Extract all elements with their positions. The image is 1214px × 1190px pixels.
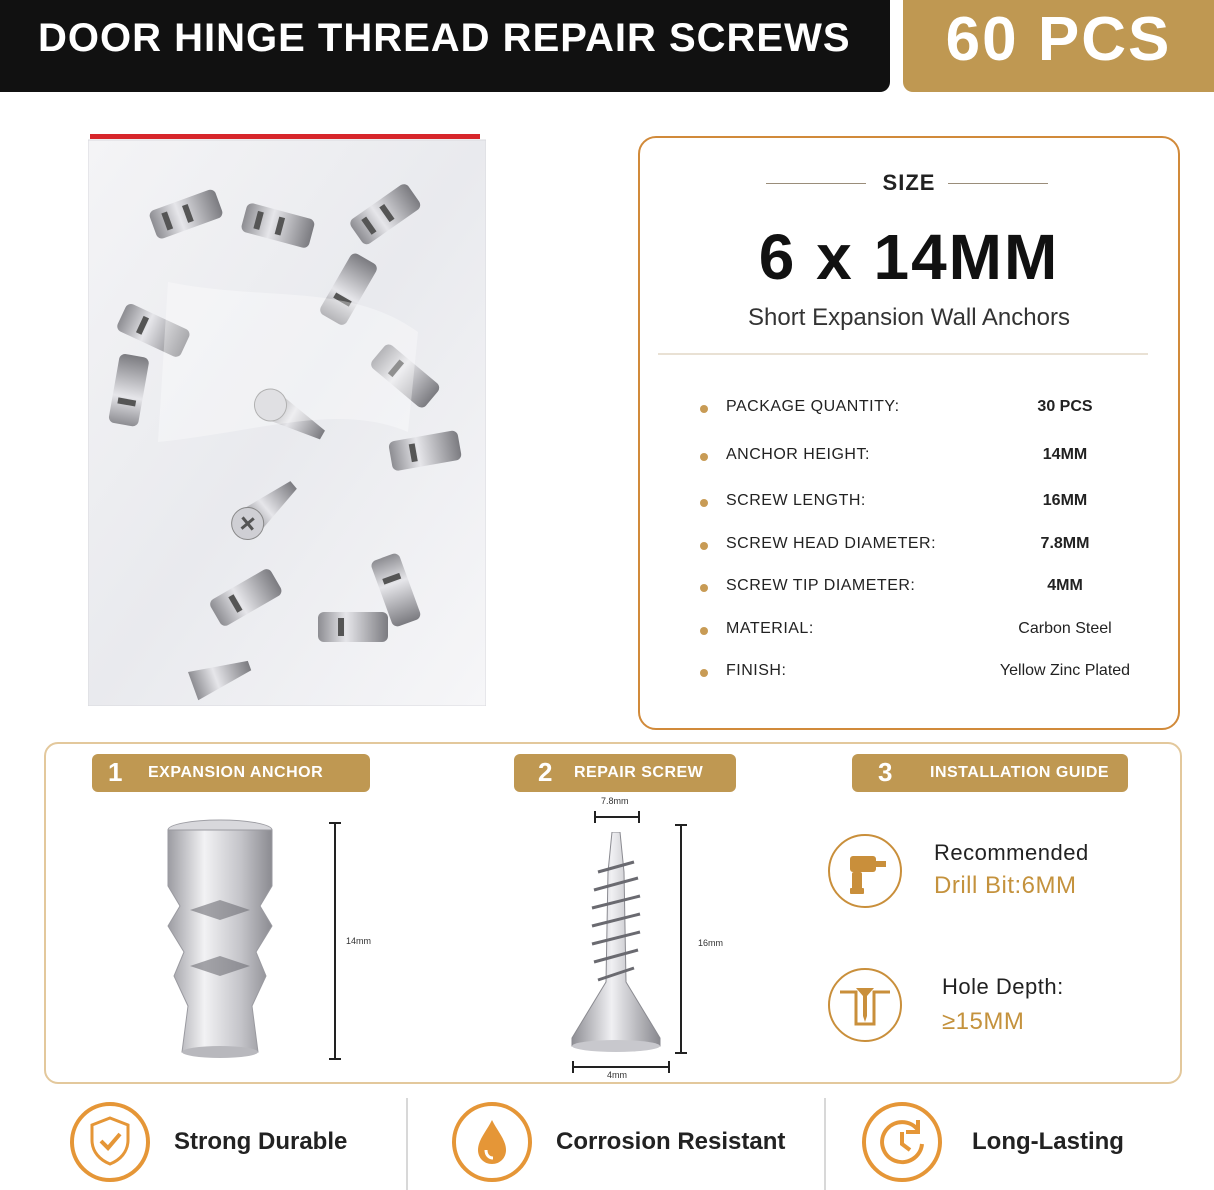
product-title: DOOR HINGE THREAD REPAIR SCREWS xyxy=(38,16,851,60)
screw-depth-icon xyxy=(828,968,902,1042)
size-value: 6 x 14MM xyxy=(758,221,1060,293)
spec-value: 14MM xyxy=(1042,446,1088,463)
spec-row xyxy=(700,492,1150,516)
hole-depth-label: Hole Depth: xyxy=(942,974,1064,999)
divider xyxy=(406,1098,408,1190)
water-drop-icon xyxy=(452,1102,532,1182)
spec-value: 4MM xyxy=(1047,577,1083,594)
section-label: REPAIR SCREW xyxy=(574,764,704,781)
spec-value: 16MM xyxy=(1042,492,1088,509)
divider xyxy=(824,1098,826,1190)
spec-key: SCREW HEAD DIAMETER: xyxy=(726,535,937,552)
bullet-icon xyxy=(700,405,708,413)
drill-icon xyxy=(828,834,902,908)
screw-length-label: 16mm xyxy=(698,938,724,948)
dimension-line xyxy=(674,824,688,1054)
section-number: 3 xyxy=(878,757,893,787)
screw-head-label: 7.8mm xyxy=(601,796,629,806)
feature-label: Strong Durable xyxy=(174,1128,348,1155)
anchor-height-label: 14mm xyxy=(346,936,372,946)
bullet-icon xyxy=(700,453,708,461)
section-tag-anchor xyxy=(92,754,370,792)
spec-value: Yellow Zinc Plated xyxy=(999,662,1131,679)
bullet-icon xyxy=(700,499,708,507)
spec-value: 30 PCS xyxy=(1037,398,1093,415)
count-label: 60 PCS xyxy=(945,5,1172,74)
spec-row xyxy=(700,398,1150,422)
screw-tip-label: 4mm xyxy=(607,1070,627,1080)
product-subtitle: Short Expansion Wall Anchors xyxy=(748,304,1070,331)
repair-screw-image xyxy=(568,832,664,1054)
spec-key: FINISH: xyxy=(726,662,787,679)
expansion-anchor-image xyxy=(160,816,280,1064)
spec-row xyxy=(700,577,1150,601)
spec-row xyxy=(700,620,1150,644)
spec-row xyxy=(700,662,1150,686)
spec-value: Carbon Steel xyxy=(1018,620,1112,637)
spec-key: ANCHOR HEIGHT: xyxy=(726,446,870,463)
section-number: 2 xyxy=(538,757,553,787)
size-label: SIZE xyxy=(882,170,936,195)
divider xyxy=(658,353,1148,355)
screw-bag-image xyxy=(88,132,486,706)
shield-check-icon xyxy=(70,1102,150,1182)
section-label: INSTALLATION GUIDE xyxy=(930,764,1110,781)
bullet-icon xyxy=(700,669,708,677)
section-tag-screw xyxy=(514,754,736,792)
bullet-icon xyxy=(700,584,708,592)
section-tag-guide xyxy=(852,754,1128,792)
spec-key: MATERIAL: xyxy=(726,620,814,637)
drill-value: Drill Bit:6MM xyxy=(934,872,1077,899)
spec-value: 7.8MM xyxy=(1040,535,1090,552)
drill-label: Recommended xyxy=(934,840,1089,865)
spec-key: SCREW LENGTH: xyxy=(726,492,866,509)
feature-label: Corrosion Resistant xyxy=(556,1128,786,1155)
feature-label: Long-Lasting xyxy=(972,1128,1124,1155)
spec-row xyxy=(700,446,1150,470)
bullet-icon xyxy=(700,542,708,550)
spec-row xyxy=(700,535,1150,559)
section-number: 1 xyxy=(108,757,123,787)
dimension-line xyxy=(594,810,640,824)
bullet-icon xyxy=(700,627,708,635)
clock-icon xyxy=(862,1102,942,1182)
spec-key: SCREW TIP DIAMETER: xyxy=(726,577,916,594)
dimension-line xyxy=(328,822,342,1060)
spec-key: PACKAGE QUANTITY: xyxy=(726,398,900,415)
section-label: EXPANSION ANCHOR xyxy=(148,764,324,781)
hole-depth-value: ≥15MM xyxy=(942,1008,1025,1035)
